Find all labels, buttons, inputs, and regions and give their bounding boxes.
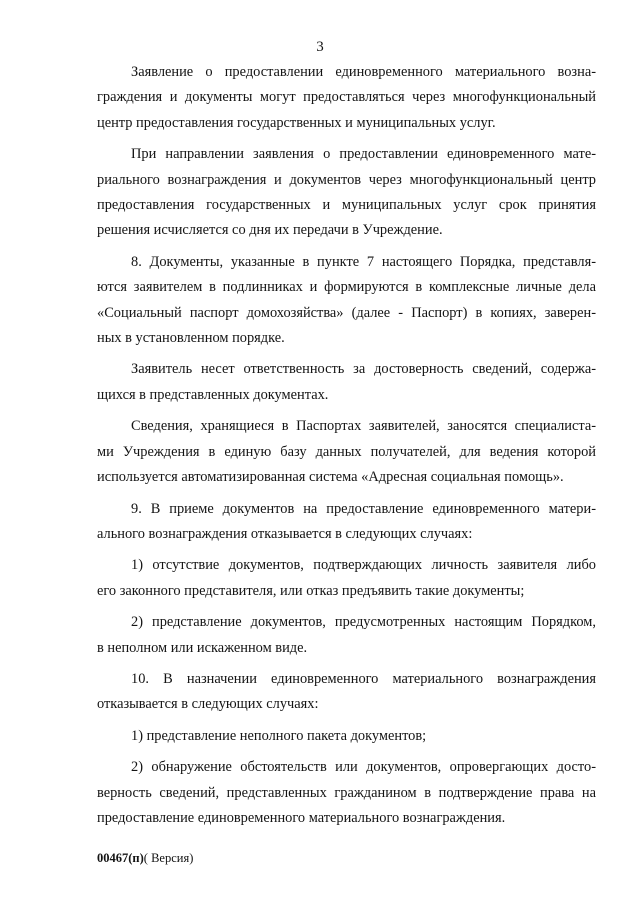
paragraph-applicant-responsibility [97,357,596,408]
text-line: центр предоставления государственных и муниципальных услуг. [97,114,496,131]
text-line: щихся в представленных документах. [97,386,329,403]
text-line: риального вознаграждения и документов через многофункциональный центр [97,171,596,188]
text-line: верность сведений, представленных гражданином в подтверждение права на [97,784,596,801]
text-line: решения исчисляется со дня их передачи в Учреждение. [97,222,443,239]
paragraph-item-10 [97,667,596,718]
text-line: ального вознаграждения отказывается в следующих случаях: [97,525,473,542]
paragraph-item-9 [97,497,596,548]
document-body [97,60,596,837]
text-line: 1) представление неполного пакета документов; [131,727,427,744]
document-version: ( Версия) [143,851,194,865]
text-line: 10. В назначении единовременного материального вознаграждения [131,670,596,687]
paragraph-mfc-submission [97,60,596,136]
text-line: граждения и документы могут предоставляться через многофункциональный [97,89,596,106]
text-line: предоставление единовременного материального вознаграждения. [97,809,506,826]
paragraph-passport-data [97,414,596,490]
text-line: отказывается в следующих случаях: [97,696,319,713]
text-line: ми Учреждения в единую базу данных получателей, для ведения которой [97,443,596,460]
page-number: 3 [316,39,324,55]
text-line: Сведения, хранящиеся в Паспортах заявителей, заносятся специалиста- [131,418,596,435]
paragraph-decision-term [97,142,596,244]
paragraph-item-10-case-1 [97,724,596,749]
document-code: 00467(п) [97,851,144,865]
text-line: ются заявителем в подлинниках и формируются в комплексные личные дела [97,279,596,296]
paragraph-item-9-case-1 [97,553,596,604]
text-line: При направлении заявления о предоставлении единовременного мате- [131,146,596,163]
text-line: ных в установленном порядке. [97,330,285,347]
text-line: 1) отсутствие документов, подтверждающих личность заявителя либо [131,557,596,574]
text-line: «Социальный паспорт домохозяйства» (далее - Паспорт) в копиях, заверен- [97,304,596,321]
text-line: 2) представление документов, предусмотренных настоящим Порядком, [131,614,596,631]
text-line: Заявление о предоставлении единовременного материального возна- [131,64,596,80]
text-line: 9. В приеме документов на предоставление единовременного матери- [131,500,596,517]
text-line: в неполном или искаженном виде. [97,639,308,656]
text-line: 8. Документы, указанные в пункте 7 настоящего Порядка, представля- [131,253,596,270]
text-line: его законного представителя, или отказ предъявить такие документы; [97,582,525,599]
text-line: используется автоматизированная система «Адресная социальная помощь». [97,469,564,486]
text-line: 2) обнаружение обстоятельств или документов, опровергающих досто- [131,759,596,776]
document-footer [97,850,193,866]
paragraph-item-8 [97,250,596,352]
paragraph-item-9-case-2 [97,610,596,661]
text-line: Заявитель несет ответственность за достоверность сведений, содержа- [131,361,596,378]
paragraph-item-10-case-2 [97,755,596,831]
text-line: предоставления государственных и муниципальных услуг срок принятия [97,197,596,214]
